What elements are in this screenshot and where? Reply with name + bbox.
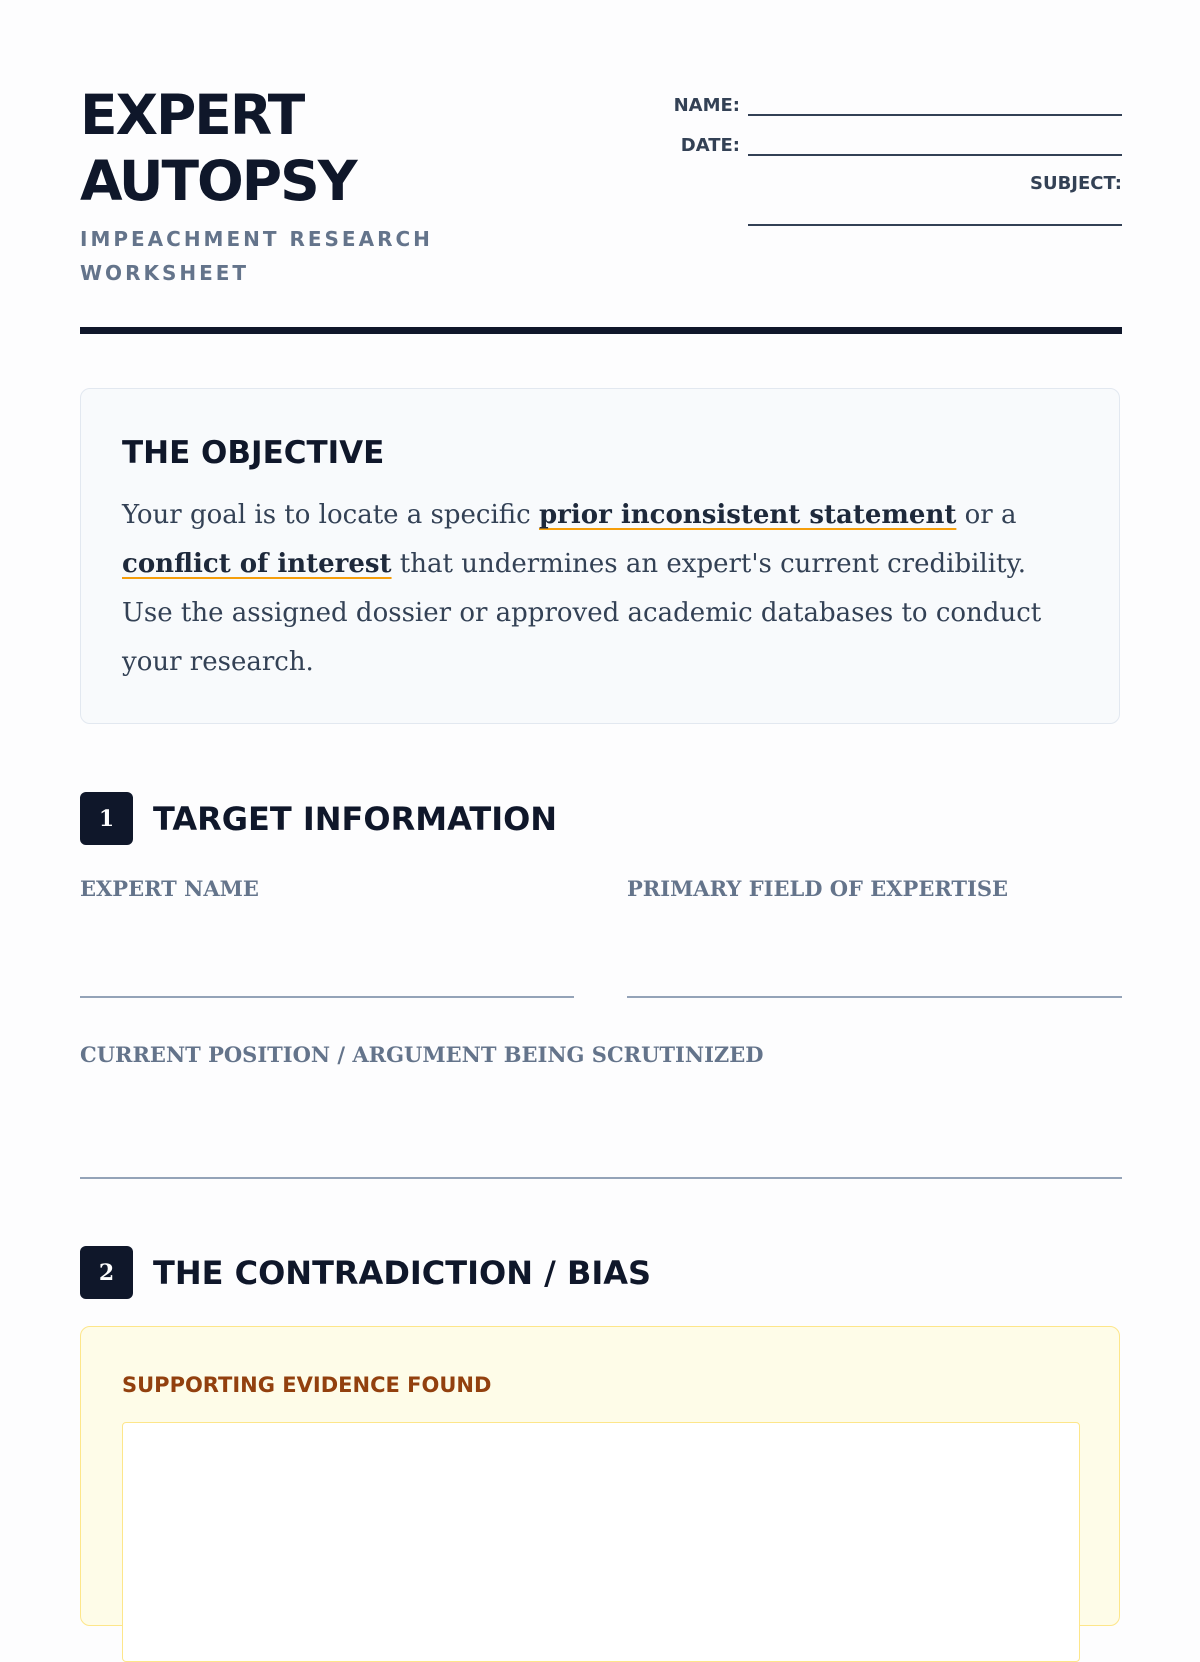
date-field[interactable]: [748, 154, 1122, 156]
objective-box: [80, 388, 1120, 724]
evidence-textarea[interactable]: [122, 1422, 1080, 1662]
section-1-number-badge: 1: [80, 792, 133, 845]
worksheet-subtitle: [80, 222, 500, 290]
expertise-field-label: PRIMARY FIELD OF EXPERTISE: [627, 876, 1009, 901]
name-row: [652, 80, 1122, 120]
section-1-header: [80, 792, 557, 845]
objective-text-part-1: Your goal is to locate a specific: [122, 500, 539, 530]
current-position-field[interactable]: [80, 1177, 1122, 1179]
section-2-header: [80, 1246, 651, 1299]
objective-text: [122, 491, 1079, 687]
objective-heading: THE OBJECTIVE: [122, 435, 385, 471]
section-2-title: THE CONTRADICTION / BIAS: [153, 1253, 652, 1292]
worksheet-header: [80, 0, 1122, 300]
expertise-field[interactable]: [627, 996, 1122, 998]
date-label: DATE:: [680, 135, 740, 156]
name-field[interactable]: [748, 114, 1122, 116]
header-divider: [80, 327, 1122, 334]
highlight-prior-inconsistent-statement: prior inconsistent statement: [538, 500, 957, 530]
subtitle-line-2: WORKSHEET: [80, 261, 250, 285]
worksheet-title: [80, 82, 500, 214]
name-label: NAME:: [673, 95, 740, 116]
worksheet-page: [80, 0, 1122, 1397]
objective-text-part-3: that undermines an expert's current credibility. Use the assigned dossier or approved academic databases to conduct your research.: [122, 549, 1042, 677]
section-2-number-badge: 2: [80, 1246, 133, 1299]
title-line-2: AUTOPSY: [80, 149, 356, 213]
expert-name-field[interactable]: [80, 996, 574, 998]
subtitle-line-1: IMPEACHMENT RESEARCH: [80, 227, 433, 251]
evidence-label: SUPPORTING EVIDENCE FOUND: [122, 1373, 492, 1397]
evidence-box: [80, 1326, 1120, 1626]
section-1-title: TARGET INFORMATION: [153, 799, 558, 838]
student-info-block: [652, 80, 1122, 226]
highlight-conflict-of-interest: conflict of interest: [122, 549, 392, 579]
current-position-label: CURRENT POSITION / ARGUMENT BEING SCRUTINIZED: [80, 1042, 764, 1067]
objective-text-part-2: or a: [956, 500, 1017, 530]
date-row: [652, 120, 1122, 160]
subject-label: SUBJECT:: [1030, 173, 1122, 194]
subject-field[interactable]: [748, 224, 1122, 226]
title-line-1: EXPERT: [80, 83, 304, 147]
expert-name-label: EXPERT NAME: [80, 876, 259, 901]
